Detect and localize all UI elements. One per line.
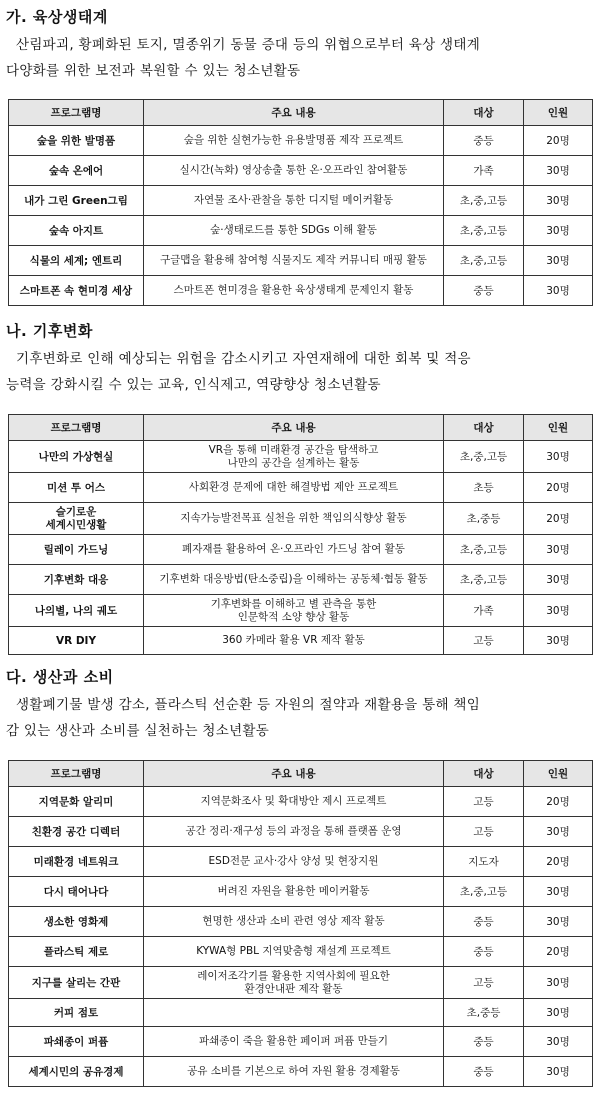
program-target: 중등	[444, 907, 524, 937]
program-content: 버려진 자원을 활용한 메이커활동	[144, 877, 444, 907]
program-count: 20명	[524, 473, 593, 503]
program-name: 나만의 가상현실	[9, 441, 144, 473]
description-line: 생활폐기물 발생 감소, 플라스틱 선순환 등 자원의 절약과 재활용을 통해 책임	[16, 697, 481, 713]
program-count: 30명	[524, 565, 593, 595]
content-line: VR을 통해 미래환경 공간을 탐색하고	[208, 443, 379, 456]
program-count: 30명	[524, 1057, 593, 1087]
program-count: 30명	[524, 441, 593, 473]
content-line: 환경안내판 제작 활동	[244, 982, 343, 995]
program-content: 360 카메라 활용 VR 제작 활동	[144, 627, 444, 655]
program-content: 숲·생태로드를 통한 SDGs 이해 활동	[144, 216, 444, 246]
program-name	[9, 503, 144, 535]
program-count: 20명	[524, 126, 593, 156]
program-content: 지역문화조사 및 확대방안 제시 프로젝트	[144, 787, 444, 817]
table-row	[9, 156, 593, 186]
program-target: 중등	[444, 126, 524, 156]
program-content: 공간 정리·재구성 등의 과정을 통해 플랫폼 운영	[144, 817, 444, 847]
table-row	[9, 937, 593, 967]
program-count: 30명	[524, 877, 593, 907]
content-line: 레이저조각기를 활용한 지역사회에 필요한	[197, 969, 390, 982]
program-content: 스마트폰 현미경을 활용한 육상생태계 문제인지 활동	[144, 276, 444, 306]
program-name: 내가 그린 Green그림	[9, 186, 144, 216]
program-name: 파쇄종이 퍼퓸	[9, 1027, 144, 1057]
description-line: 다양화를 위한 보전과 복원할 수 있는 청소년활동	[6, 63, 301, 79]
program-name: 커피 점토	[9, 999, 144, 1027]
header-program-name: 프로그램명	[9, 415, 144, 441]
program-count: 30명	[524, 817, 593, 847]
program-count: 30명	[524, 276, 593, 306]
program-table	[8, 760, 593, 1087]
table-row	[9, 1057, 593, 1087]
program-target: 가족	[444, 156, 524, 186]
content-line: 기후변화를 이해하고 별 관측을 통한	[210, 597, 377, 610]
table-row	[9, 535, 593, 565]
description-line: 산림파괴, 황폐화된 토지, 멸종위기 동물 증대 등의 위협으로부터 육상 생태계	[16, 37, 481, 53]
program-count: 30명	[524, 967, 593, 999]
program-content	[144, 441, 444, 473]
program-target: 가족	[444, 595, 524, 627]
program-target: 초,중등	[444, 503, 524, 535]
program-name: 미션 투 어스	[9, 473, 144, 503]
program-content	[144, 595, 444, 627]
table-row	[9, 627, 593, 655]
header-target: 대상	[444, 415, 524, 441]
table-header-row	[9, 100, 593, 126]
program-content	[144, 967, 444, 999]
table-row	[9, 907, 593, 937]
program-name: 다시 태어나다	[9, 877, 144, 907]
program-content: 숲을 위한 실현가능한 유용발명품 제작 프로젝트	[144, 126, 444, 156]
program-name: 스마트폰 속 현미경 세상	[9, 276, 144, 306]
program-target: 초,중,고등	[444, 535, 524, 565]
program-content: 기후변화 대응방법(탄소중립)을 이해하는 공동체·협동 활동	[144, 565, 444, 595]
program-count: 30명	[524, 156, 593, 186]
section-title: 나. 기후변화	[6, 322, 93, 340]
program-content: 지속가능발전목표 실천을 위한 책임의식향상 활동	[144, 503, 444, 535]
program-target: 초등	[444, 473, 524, 503]
section-description	[6, 346, 594, 398]
program-content: KYWA형 PBL 지역맞춤형 재설계 프로젝트	[144, 937, 444, 967]
header-target: 대상	[444, 100, 524, 126]
program-target: 초,중,고등	[444, 565, 524, 595]
program-content: 자연물 조사·관찰을 통한 디지털 메이커활동	[144, 186, 444, 216]
program-name: 미래환경 네트워크	[9, 847, 144, 877]
program-name: 세계시민의 공유경제	[9, 1057, 144, 1087]
header-count: 인원	[524, 415, 593, 441]
content-line: 인문학적 소양 향상 활동	[237, 610, 350, 623]
program-name: 지구를 살리는 간판	[9, 967, 144, 999]
program-name: VR DIY	[9, 627, 144, 655]
program-name: 나의별, 나의 궤도	[9, 595, 144, 627]
program-count: 30명	[524, 535, 593, 565]
program-content: 실시간(녹화) 영상송출 통한 온·오프라인 참여활동	[144, 156, 444, 186]
program-count: 20명	[524, 847, 593, 877]
program-table	[8, 414, 593, 655]
program-count: 30명	[524, 246, 593, 276]
program-name: 기후변화 대응	[9, 565, 144, 595]
program-target: 초,중등	[444, 999, 524, 1027]
header-count: 인원	[524, 100, 593, 126]
program-name: 생소한 영화제	[9, 907, 144, 937]
program-content	[144, 999, 444, 1027]
program-name: 플라스틱 제로	[9, 937, 144, 967]
table-row	[9, 126, 593, 156]
header-content: 주요 내용	[144, 415, 444, 441]
program-count: 30명	[524, 186, 593, 216]
program-count: 30명	[524, 999, 593, 1027]
description-line: 능력을 강화시킬 수 있는 교육, 인식제고, 역량향상 청소년활동	[6, 377, 381, 393]
program-content: ESD전문 교사·강사 양성 및 현장지원	[144, 847, 444, 877]
program-count: 30명	[524, 216, 593, 246]
program-target: 중등	[444, 1057, 524, 1087]
table-header-row	[9, 415, 593, 441]
name-line: 세계시민생활	[45, 518, 107, 531]
program-name: 숲속 온에어	[9, 156, 144, 186]
header-content: 주요 내용	[144, 100, 444, 126]
table-row	[9, 216, 593, 246]
section-title: 다. 생산과 소비	[6, 668, 114, 686]
table-row	[9, 186, 593, 216]
program-target: 고등	[444, 787, 524, 817]
section-title: 가. 육상생태계	[6, 8, 108, 26]
program-target: 고등	[444, 627, 524, 655]
header-content: 주요 내용	[144, 761, 444, 787]
program-target: 중등	[444, 1027, 524, 1057]
table-row	[9, 246, 593, 276]
program-target: 지도자	[444, 847, 524, 877]
program-content: 구글맵을 활용해 참여형 식물지도 제작 커뮤니티 매핑 활동	[144, 246, 444, 276]
header-target: 대상	[444, 761, 524, 787]
program-count: 20명	[524, 787, 593, 817]
table-row	[9, 999, 593, 1027]
table-header-row	[9, 761, 593, 787]
program-count: 30명	[524, 907, 593, 937]
header-program-name: 프로그램명	[9, 761, 144, 787]
program-target: 초,중,고등	[444, 186, 524, 216]
table-row	[9, 847, 593, 877]
program-name: 릴레이 가드닝	[9, 535, 144, 565]
program-name: 식물의 세계; 엔트리	[9, 246, 144, 276]
table-row	[9, 877, 593, 907]
program-table	[8, 99, 593, 306]
program-count: 30명	[524, 1027, 593, 1057]
program-target: 초,중,고등	[444, 877, 524, 907]
program-count: 30명	[524, 595, 593, 627]
table-row	[9, 503, 593, 535]
program-content: 폐자재를 활용하여 온·오프라인 가드닝 참여 활동	[144, 535, 444, 565]
program-name: 숲을 위한 발명품	[9, 126, 144, 156]
table-row	[9, 276, 593, 306]
program-target: 중등	[444, 276, 524, 306]
program-count: 20명	[524, 937, 593, 967]
table-row	[9, 441, 593, 473]
program-name: 지역문화 알리미	[9, 787, 144, 817]
program-count: 30명	[524, 627, 593, 655]
program-target: 초,중,고등	[444, 246, 524, 276]
header-program-name: 프로그램명	[9, 100, 144, 126]
program-count: 20명	[524, 503, 593, 535]
program-target: 초,중,고등	[444, 441, 524, 473]
section-description	[6, 32, 594, 84]
program-target: 중등	[444, 937, 524, 967]
program-target: 초,중,고등	[444, 216, 524, 246]
program-content: 파쇄종이 죽을 활용한 페이퍼 퍼퓸 만들기	[144, 1027, 444, 1057]
program-content: 현명한 생산과 소비 관련 영상 제작 활동	[144, 907, 444, 937]
table-row	[9, 817, 593, 847]
table-row	[9, 595, 593, 627]
program-name: 친환경 공간 디렉터	[9, 817, 144, 847]
description-line: 감 있는 생산과 소비를 실천하는 청소년활동	[6, 723, 270, 739]
header-count: 인원	[524, 761, 593, 787]
description-line: 기후변화로 인해 예상되는 위험을 감소시키고 자연재해에 대한 회복 및 적응	[16, 351, 471, 367]
content-line: 나만의 공간을 설계하는 활동	[227, 456, 360, 469]
program-content: 사회환경 문제에 대한 해결방법 제안 프로젝트	[144, 473, 444, 503]
program-name: 숲속 아지트	[9, 216, 144, 246]
name-line: 슬기로운	[55, 505, 97, 518]
program-target: 고등	[444, 967, 524, 999]
section-description	[6, 692, 594, 744]
program-target: 고등	[444, 817, 524, 847]
table-row	[9, 967, 593, 999]
table-row	[9, 473, 593, 503]
table-row	[9, 1027, 593, 1057]
table-row	[9, 787, 593, 817]
program-content: 공유 소비를 기본으로 하여 자원 활용 경제활동	[144, 1057, 444, 1087]
table-row	[9, 565, 593, 595]
